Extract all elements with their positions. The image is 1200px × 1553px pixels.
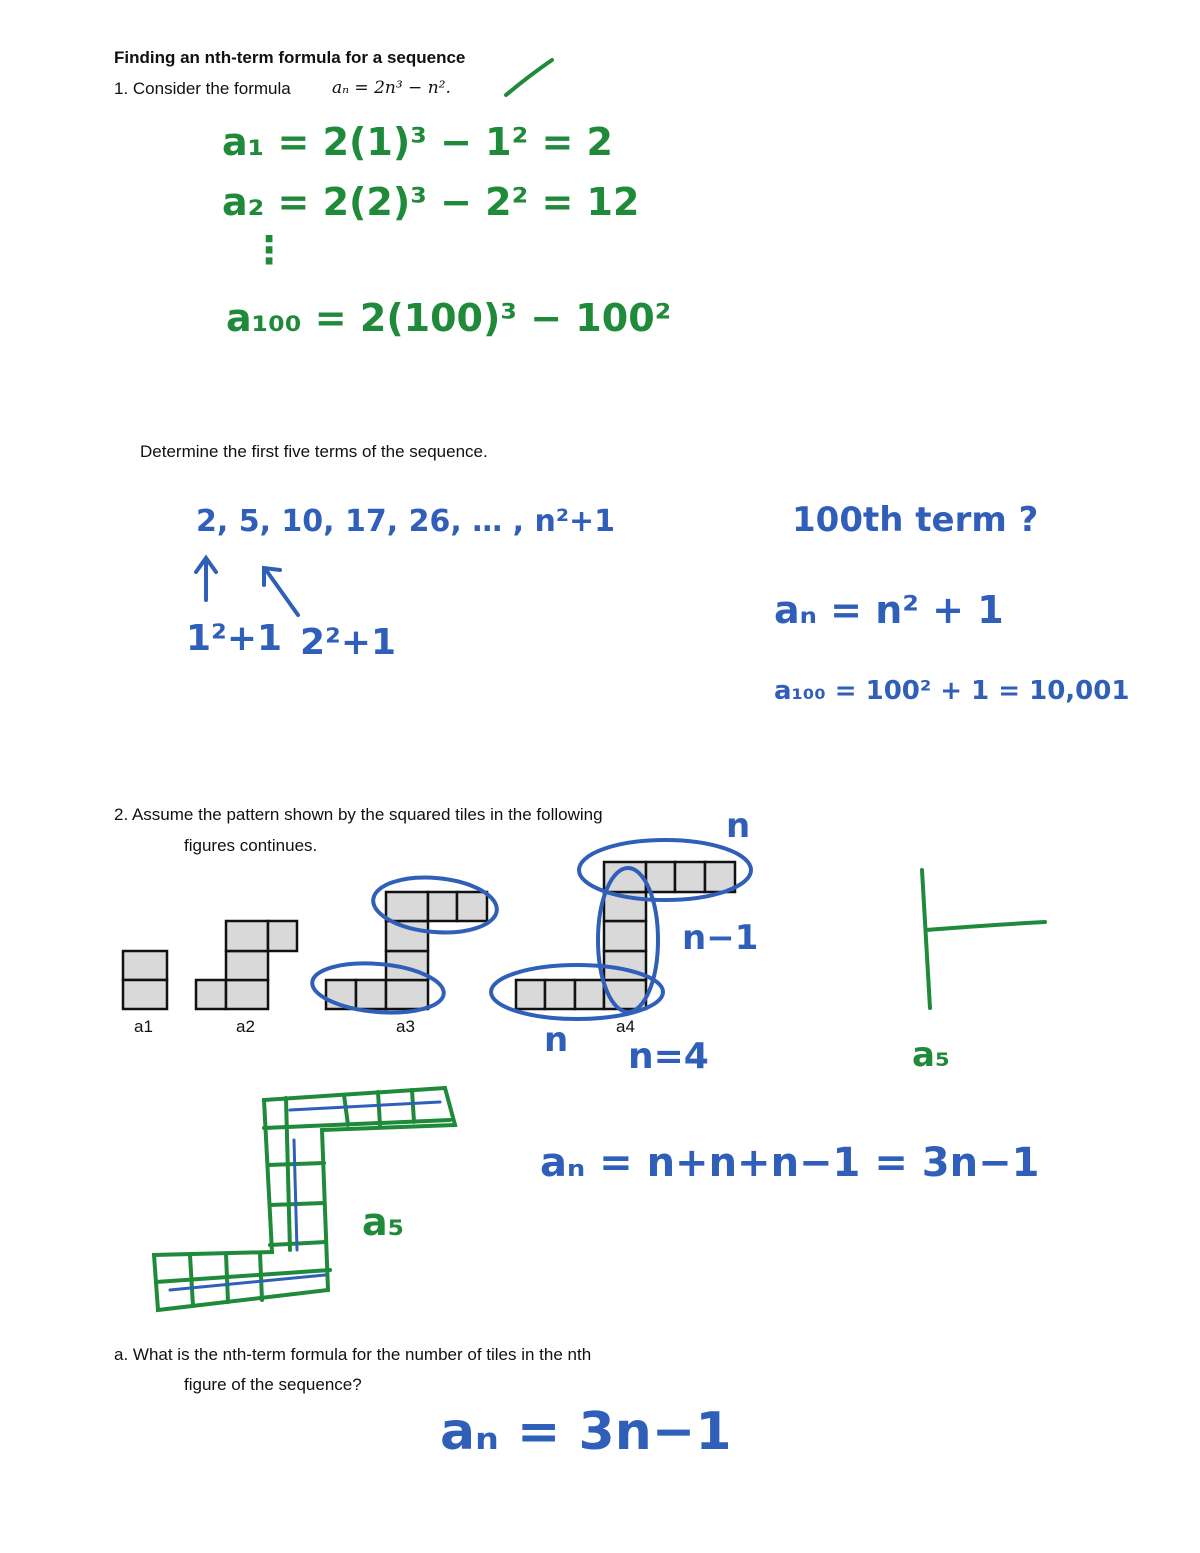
question-2-line2: figures continues. [184, 836, 318, 855]
figure-label-a4: a4 [616, 1017, 635, 1036]
hw-a1-calc: a₁ = 2(1)³ − 1² = 2 [222, 120, 613, 164]
question-2-line1: 2. Assume the pattern shown by the squared tiles in the following [114, 805, 603, 824]
question-1-instruction: Determine the first five terms of the sequence. [140, 442, 488, 461]
document-title: Finding an nth-term formula for a sequence [114, 48, 466, 67]
hw-an-formula: aₙ = n² + 1 [774, 588, 1004, 632]
hw-sequence: 2, 5, 10, 17, 26, … , n²+1 [196, 504, 615, 539]
question-1-formula: aₙ = 2n³ − n². [332, 78, 451, 98]
figure-a1-tiles [123, 951, 167, 1009]
hw-final-answer: aₙ = 3n−1 [440, 1402, 732, 1462]
hw-a100-result: a₁₀₀ = 100² + 1 = 10,001 [774, 676, 1130, 706]
hw-100th-question: 100th term ? [792, 500, 1039, 540]
hw-n-bottom: n [544, 1020, 569, 1060]
question-2a-line1: a. What is the nth-term formula for the number of tiles in the nth [114, 1345, 592, 1364]
figure-label-a2: a2 [236, 1017, 255, 1036]
hw-an-sum: aₙ = n+n+n−1 = 3n−1 [540, 1140, 1040, 1186]
figure-label-a1: a1 [134, 1017, 153, 1036]
question-2a-line2: figure of the sequence? [184, 1375, 362, 1394]
figure-a3-tiles [326, 892, 487, 1009]
hw-a100-calc: a₁₀₀ = 2(100)³ − 100² [226, 296, 672, 340]
hw-a5-label: a₅ [912, 1035, 950, 1075]
hw-a5-drawing-label: a₅ [362, 1200, 405, 1244]
hw-a2-calc: a₂ = 2(2)³ − 2² = 12 [222, 180, 640, 224]
hw-hint-2: 2²+1 [300, 622, 397, 663]
checkmark-icon [506, 60, 552, 95]
figure-a2-tiles [196, 921, 297, 1009]
hw-n-top: n [726, 806, 751, 846]
question-1-prefix: 1. Consider the formula [114, 79, 291, 98]
hw-n-minus-1: n−1 [682, 918, 759, 958]
hw-hint-1: 1²+1 [186, 618, 283, 659]
hw-dots: ⋮ [250, 228, 288, 272]
figure-label-a3: a3 [396, 1017, 415, 1036]
hw-n-equals-4: n=4 [628, 1036, 709, 1077]
